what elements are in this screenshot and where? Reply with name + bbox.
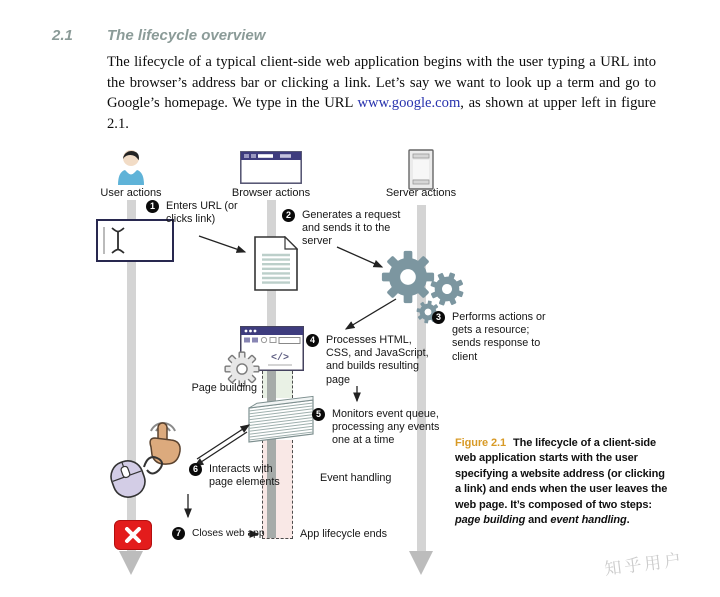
mouse-icon — [106, 449, 164, 499]
server-icon — [408, 149, 434, 190]
figure-caption-label: Figure 2.1 — [455, 437, 506, 449]
step-3-marker: 3 — [432, 311, 445, 324]
step-5-text: Monitors event queue, processing any events one at a time — [332, 408, 440, 447]
figure-caption-text-1: The lifecycle of a client-side web application starts with the user specifying a website address (or clicking a link) and ends when the user leaves the web page. It’s composed of two steps: — [455, 437, 668, 511]
request-document-icon — [254, 236, 298, 291]
user-timeline-arrowhead — [119, 551, 143, 575]
step-6-marker: 6 — [189, 463, 202, 476]
event-queue-stack-icon — [247, 395, 315, 443]
browser-icon — [240, 151, 302, 184]
figure-caption-text-3: . — [626, 514, 630, 527]
server-timeline-arrowhead — [409, 551, 433, 575]
step-7-marker: 7 — [172, 527, 185, 540]
body-paragraph — [107, 52, 656, 134]
arrow-interact-to-queue — [197, 425, 249, 459]
step-4-text: Processes HTML, CSS, and JavaScript, and builds resulting page — [326, 334, 429, 386]
figure-caption-italic-1: page building — [455, 514, 526, 527]
browser-actions-label: Browser actions — [231, 187, 311, 199]
arrow-step2-to-gears — [337, 247, 382, 267]
url-input-box — [96, 219, 174, 262]
step-2-marker: 2 — [282, 209, 295, 222]
paragraph-text-before-link: The lifecycle of a typical client-side web application begins with the user typing a URL into the browser’s address bar or clicking a link. Let’s say we want to look up a term and go to Google’s homepage. We type in the URL — [107, 54, 656, 112]
browser-timeline-bar-lower — [267, 368, 276, 538]
step-1-text: Enters URL (or clicks link) — [166, 200, 238, 226]
section-title: The lifecycle overview — [107, 27, 266, 44]
app-lifecycle-ends-label: App lifecycle ends — [300, 528, 388, 540]
step-1-marker: 1 — [146, 200, 159, 213]
google-url-link[interactable]: www.google.com — [357, 95, 461, 112]
arrow-step1-to-document — [199, 236, 245, 252]
figure-caption-italic-2: event handling — [550, 514, 627, 527]
step-5-marker: 5 — [312, 408, 325, 421]
section-number: 2.1 — [52, 27, 73, 44]
paragraph-text-after-link: , as shown at upper left in figure 2.1. — [107, 95, 657, 132]
step-6-text: Interacts with page elements — [209, 463, 280, 489]
arrow-queue-to-interact — [195, 432, 247, 466]
close-x-icon — [123, 527, 143, 543]
close-app-button — [114, 520, 152, 550]
step-4-marker: 4 — [306, 334, 319, 347]
server-actions-label: Server actions — [385, 187, 457, 199]
user-icon — [111, 147, 151, 185]
step-3-text: Performs actions or gets a resource; sends response to client — [452, 311, 546, 363]
page-building-label: Page building — [191, 382, 257, 394]
figure-caption-text-2: and — [525, 514, 551, 527]
user-actions-label: User actions — [100, 187, 162, 199]
figure-caption — [455, 436, 669, 528]
code-glyph: </> — [270, 353, 290, 364]
step-7-text: Closes web app — [192, 528, 265, 539]
event-handling-label: Event handling — [320, 472, 392, 484]
step-2-text: Generates a request and sends it to the server — [302, 209, 401, 248]
ibeam-cursor-icon — [98, 221, 172, 260]
zhihu-watermark: 知乎用户 — [603, 550, 686, 579]
